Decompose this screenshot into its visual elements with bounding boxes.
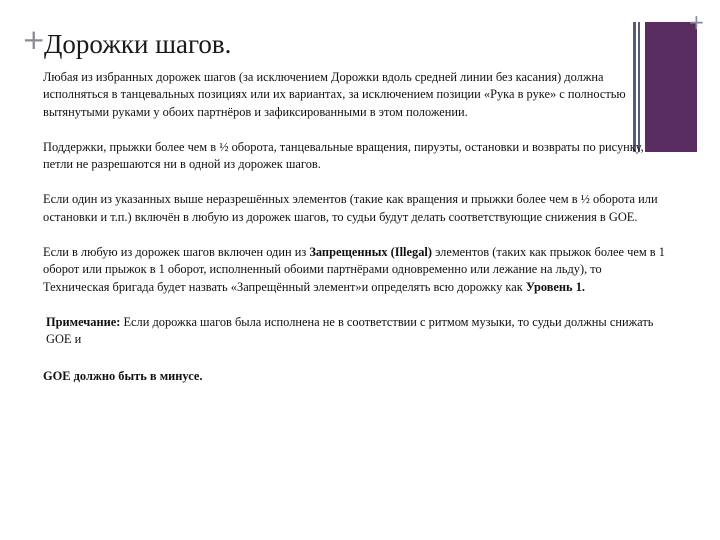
note-text: Если дорожка шагов была исполнена не в соответствии с ритмом музыки, то судьи должны снижать GOE и (46, 314, 654, 347)
slide-title: Дорожки шагов. (44, 29, 232, 59)
paragraph-illegal-text-b: элементов (таких как прыжок более чем в 1 оборот или прыжок в 1 оборот, исполненный обоими партнёрами одновременно или лежание на льду), то Техническая бригада будет назвать «Запрещённый элемент»и определять всю дорожку как (43, 245, 665, 294)
paragraph-goe-minus (43, 368, 668, 385)
paragraph-not-allowed: Поддержки, прыжки более чем в ½ оборота, танцевальные вращения, пируэты, остановки и возвраты по рисунку, петли не разрешаются ни в одной из дорожек шагов. (43, 139, 644, 172)
paragraph-goe-reductions: Если один из указанных выше неразрешённых элементов (такие как вращения и прыжки более чем в ½ оборота или остановки и т.п.) включён в любую из дорожек шагов, то судьи будут делать соответствующие снижения в GOE. (43, 192, 658, 224)
slide-body (43, 69, 668, 385)
level-1-term: Уровень 1. (525, 279, 586, 294)
plus-icon: + (22, 23, 46, 56)
illegal-elements-term: Запрещенных (Illegal) (309, 245, 432, 260)
paragraph-dance-positions: Любая из избранных дорожек шагов (за исключением Дорожки вдоль средней линии без касания) должна исполняться в танцевальных позициях или их вариантах, за исключением позиции «Рука в руке» с полностью вытянутыми руками у обоих партнёров и зафиксированными в этом положении. (43, 70, 626, 119)
paragraph-illegal-text-a: Если в любую из дорожек шагов включен один из (43, 245, 310, 260)
paragraph-note (43, 314, 668, 349)
paragraph-illegal-elements (43, 244, 668, 296)
plus-decoration-icon: + (688, 10, 705, 34)
goe-minus-text: GOE должно быть в минусе. (43, 368, 203, 383)
note-label: Примечание: (46, 314, 121, 329)
